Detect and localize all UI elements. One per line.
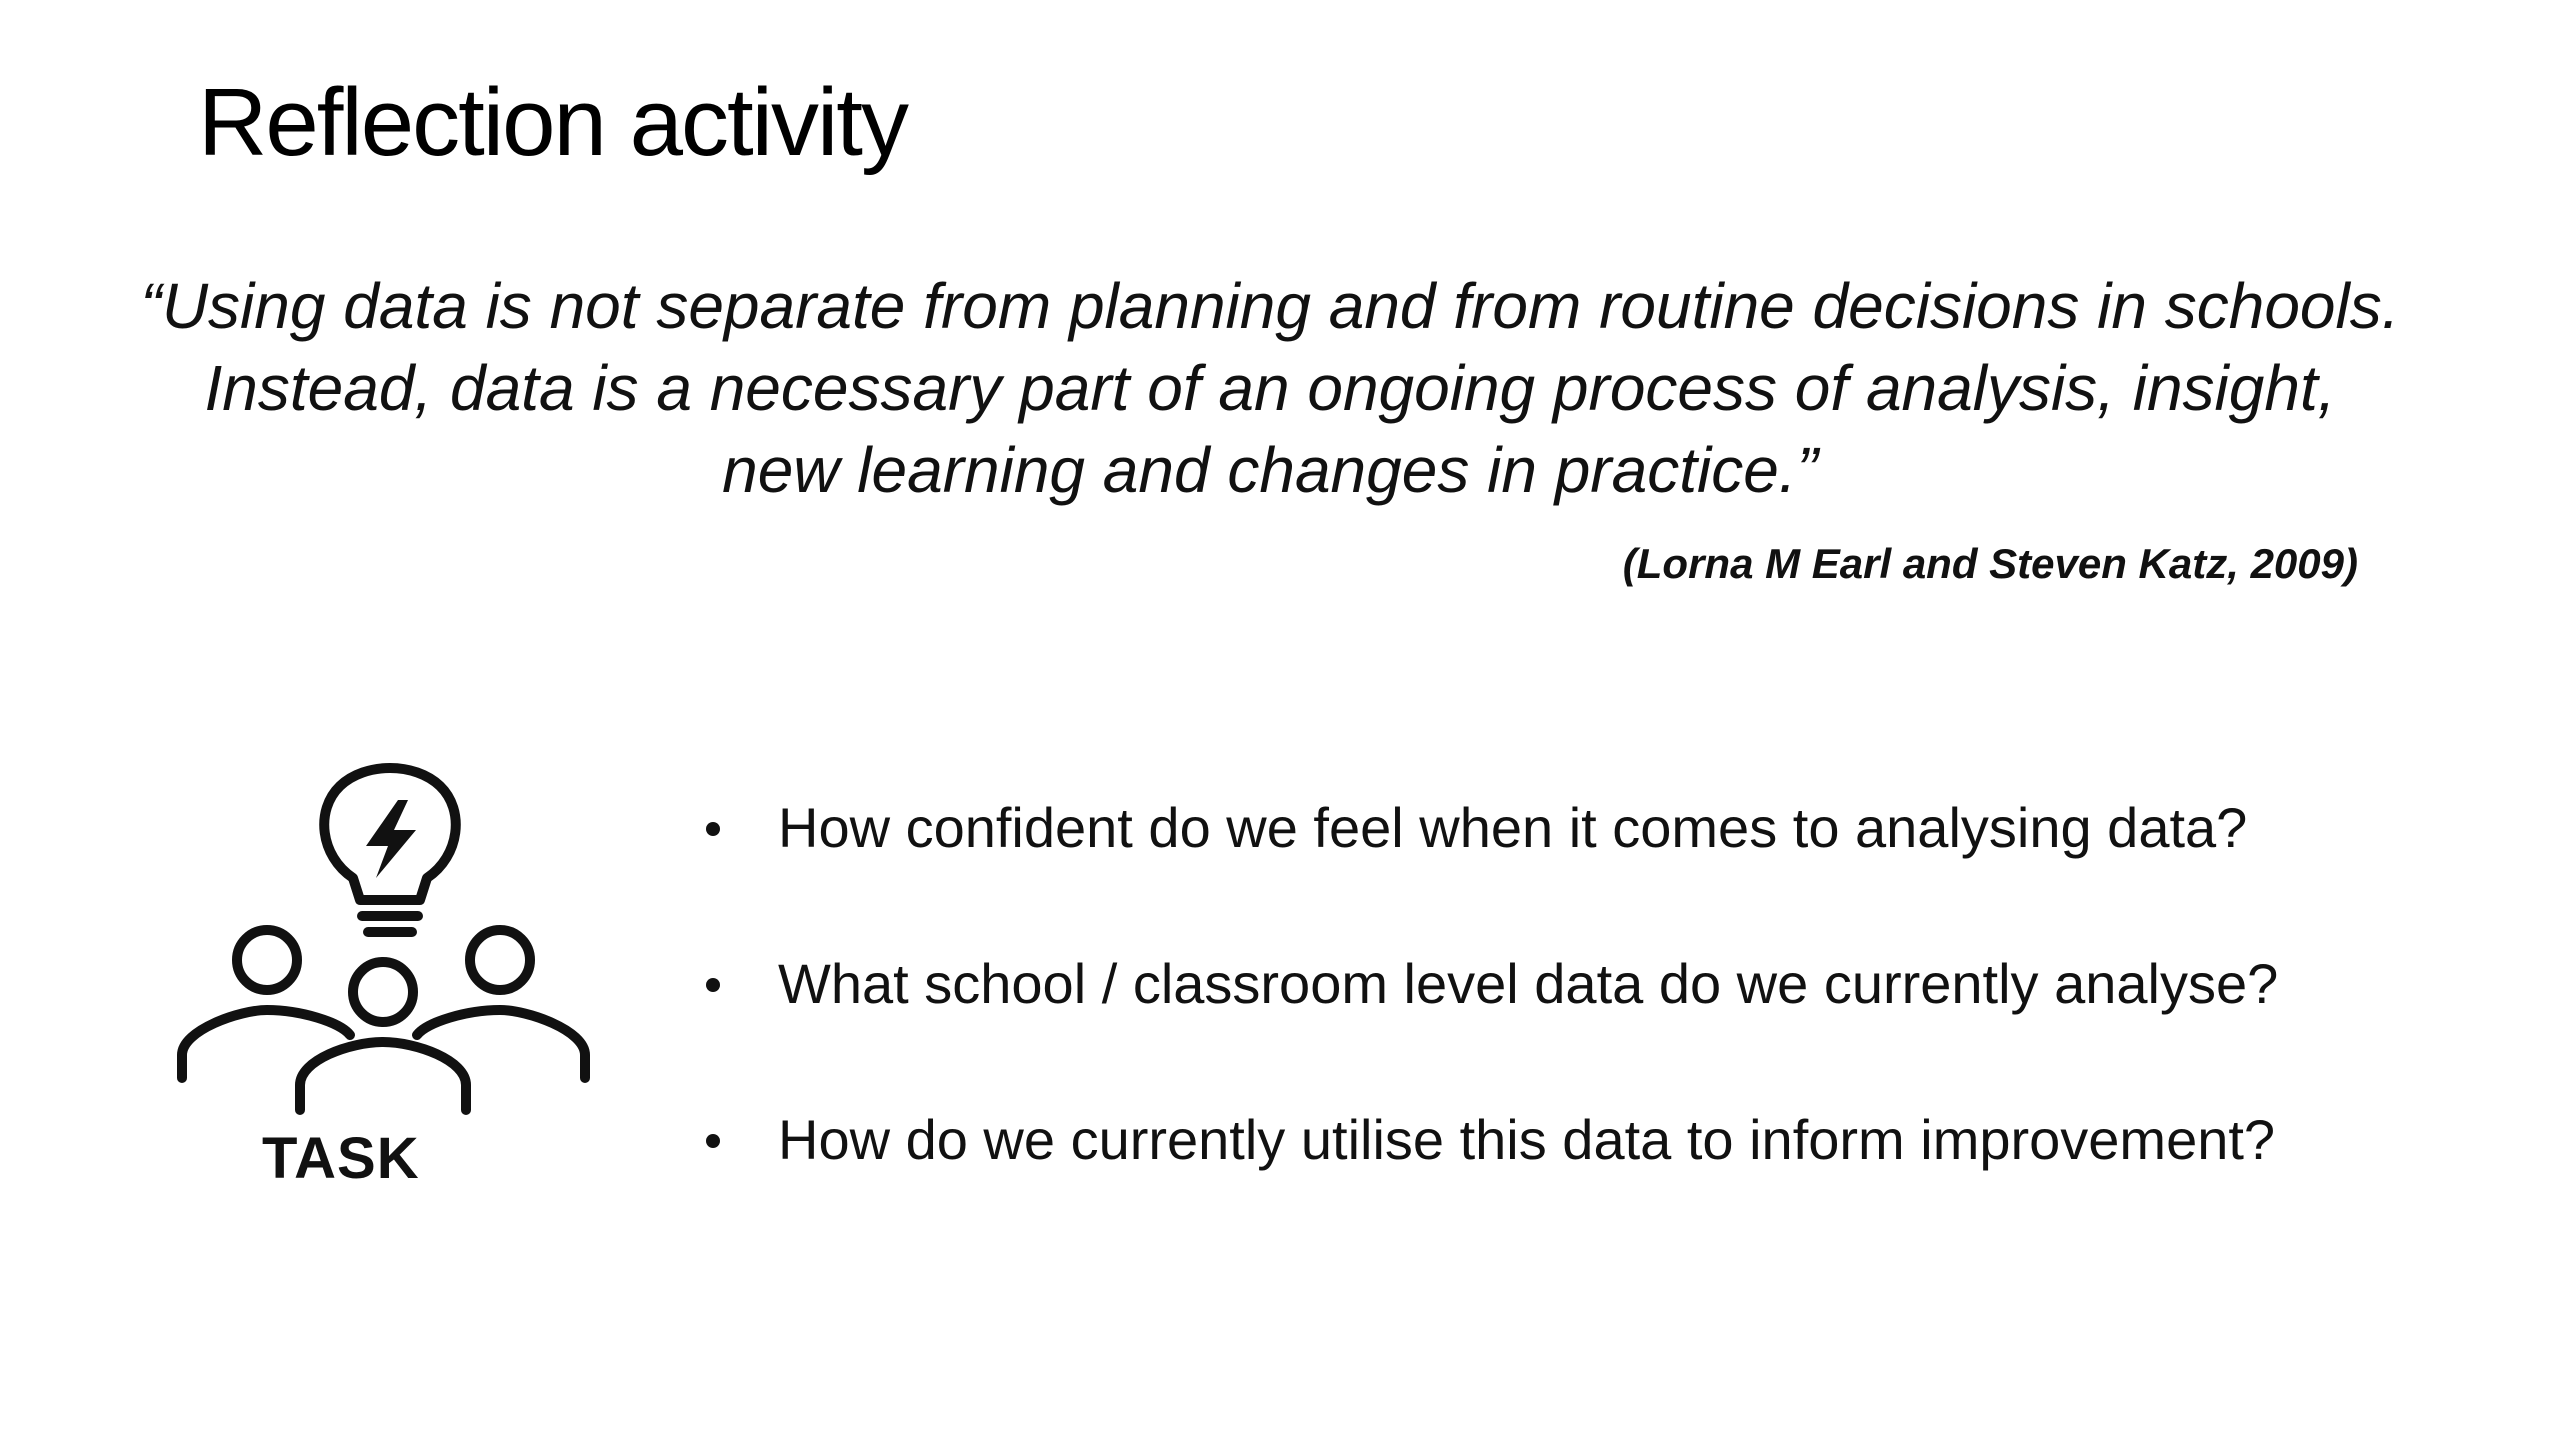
slide-title: Reflection activity <box>198 69 907 176</box>
bullet-icon <box>706 1134 720 1148</box>
team-lightbulb-icon <box>170 760 610 1120</box>
question-list <box>690 790 2278 1258</box>
task-label: TASK <box>262 1126 420 1191</box>
list-item <box>690 1102 2278 1178</box>
question-text: How do we currently utilise this data to inform improvement? <box>778 1108 2276 1171</box>
bullet-icon <box>706 978 720 992</box>
question-text: What school / classroom level data do we currently analyse? <box>778 952 2279 1015</box>
list-item <box>690 946 2278 1022</box>
question-text: How confident do we feel when it comes to analysing data? <box>778 796 2248 859</box>
quote-text: “Using data is not separate from planning and from routine decisions in schools. Instead, data is a necessary part of an ongoing process of analysis, insight, new learning and changes in practice.” <box>140 270 2400 506</box>
quote-citation: (Lorna M Earl and Steven Katz, 2009) <box>1622 540 2358 587</box>
list-item <box>690 790 2278 866</box>
bullet-icon <box>706 822 720 836</box>
